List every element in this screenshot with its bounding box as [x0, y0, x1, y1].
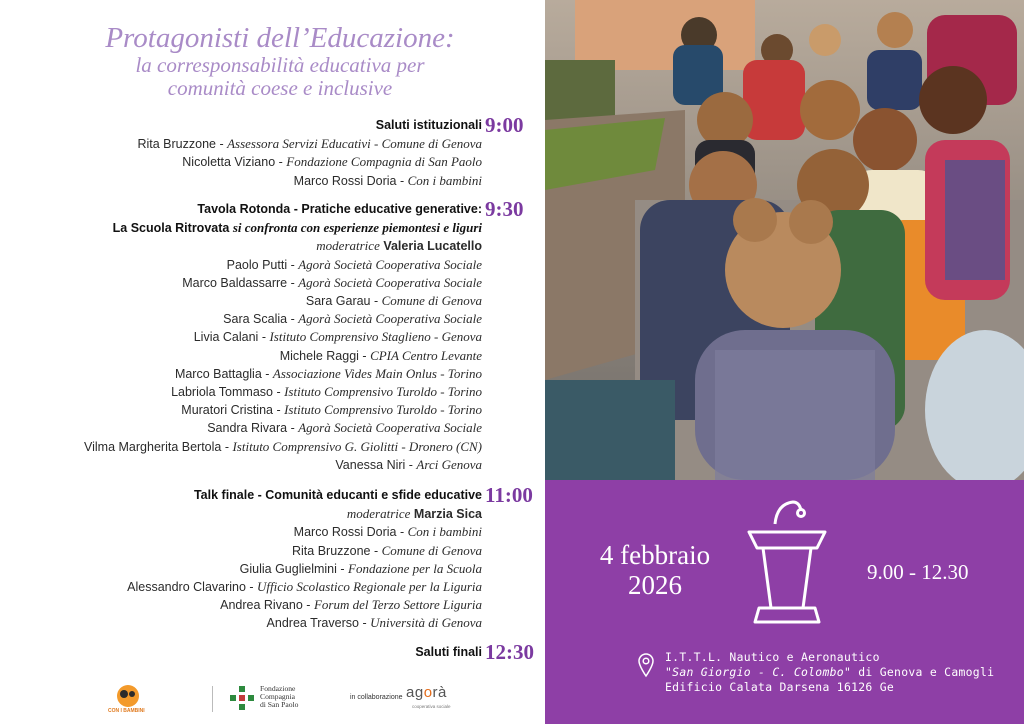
speaker-name: Rita Bruzzone	[137, 137, 216, 152]
speaker-role: Agorà Società Cooperativa Sociale	[298, 420, 482, 436]
session-saluti-istituzionali-time: 9:00	[485, 113, 524, 137]
title-sub-2: comunità coese e inclusive	[167, 76, 393, 100]
speaker-row: Vanessa Niri - Arci Genova	[335, 456, 482, 472]
speaker-name: Marco Battaglia	[174, 366, 262, 381]
address-location: di Genova e Camogli	[851, 665, 995, 679]
speaker-role: Comune di Genova	[381, 293, 482, 308]
event-address	[665, 650, 994, 695]
session-saluti-finali: Saluti finali	[415, 645, 482, 659]
con-i-bambini-logo	[116, 684, 140, 708]
speaker-row: Sara Scalia - Agorà Società Cooperativa Sociale	[223, 311, 482, 327]
moderator-name: Valeria Lucatello	[383, 239, 482, 254]
speaker-role: Istituto Comprensivo Staglieno - Genova	[269, 329, 482, 345]
session-talk-finale: Talk finale - Comunità educanti e sfide educative	[193, 488, 482, 502]
collaboration-label: in collaborazione	[350, 694, 403, 701]
speaker-name: Michele Raggi	[279, 348, 359, 363]
speaker-role: Assessora Servizi Educativi - Comune di Genova	[227, 136, 482, 152]
date-line-1: 4 febbraio	[599, 540, 711, 570]
session-tavola-rotonda-subtitle	[113, 220, 482, 236]
speaker-row: Andrea Traverso - Università di Genova	[266, 615, 482, 631]
session-talk-finale-time: 11:00	[485, 483, 533, 507]
session-saluti-finali-time: 12:30	[485, 640, 534, 664]
agora-logo-a: ag	[406, 684, 424, 701]
fondazione-line-1: Fondazione	[260, 684, 296, 693]
speaker-name: Sandra Rivara	[207, 421, 288, 436]
address-line-2	[665, 665, 994, 680]
agora-logo	[406, 684, 447, 701]
speaker-role: Ufficio Scolastico Regionale per la Liguria	[257, 579, 482, 594]
speaker-row: Andrea Rivano - Forum del Terzo Settore Liguria	[220, 597, 482, 613]
speaker-row: Giulia Guglielmini - Fondazione per la Scuola	[239, 560, 482, 576]
sponsor-logos	[0, 674, 540, 724]
fondazione-line-3: di San Paolo	[260, 700, 299, 709]
speaker-row: Labriola Tommaso - Istituto Comprensivo Turoldo - Torino	[171, 384, 482, 399]
speaker-row: Marco Battaglia - Associazione Vides Main Onlus - Torino	[174, 365, 482, 381]
speaker-name: Rita Bruzzone	[292, 543, 371, 558]
speaker-role: Fondazione per la Scuola	[348, 560, 482, 576]
speaker-name: Andrea Rivano	[220, 598, 303, 613]
moderator-label: moderatrice	[316, 238, 380, 254]
speaker-name: Livia Calani	[193, 330, 259, 345]
speaker-row: Vilma Margherita Bertola - Istituto Comprensivo G. Giolitti - Dronero (CN)	[84, 438, 482, 454]
speaker-row: Livia Calani - Istituto Comprensivo Staglieno - Genova	[193, 329, 482, 345]
speaker-name: Nicoletta Viziano	[182, 155, 276, 170]
agora-subtitle: cooperativa sociale	[412, 704, 451, 709]
session-saluti-istituzionali: Saluti istituzionali	[375, 118, 482, 132]
event-title	[70, 22, 490, 100]
moderator-name: Marzia Sica	[413, 507, 482, 522]
moderator-label: moderatrice	[346, 506, 411, 522]
speaker-role: CPIA Centro Levante	[370, 347, 482, 363]
date-line-2: 2026	[628, 570, 682, 600]
speaker-row: Muratori Cristina - Istituto Comprensivo Turoldo - Torino	[181, 402, 482, 418]
event-date	[581, 540, 729, 600]
event-hours: 9.00 - 12.30	[867, 560, 969, 584]
fondazione-line-2: Compagnia	[260, 692, 296, 701]
speaker-row: Sandra Rivara - Agorà Società Cooperativa Sociale	[207, 420, 482, 436]
speaker-name: Labriola Tommaso	[171, 385, 273, 399]
speaker-role: Istituto Comprensivo G. Giolitti - Dronero (CN)	[232, 438, 482, 454]
speaker-role: Agorà Società Cooperativa Sociale	[298, 311, 482, 327]
address-line-1: I.T.T.L. Nautico e Aeronautico	[665, 650, 880, 664]
speaker-name: Marco Rossi Doria	[293, 173, 397, 188]
speaker-name: Sara Scalia	[223, 312, 288, 327]
speaker-name: Paolo Putti	[226, 257, 288, 272]
speaker-role: Fondazione Compagnia di San Paolo	[286, 154, 482, 170]
speaker-row: Rita Bruzzone - Assessora Servizi Educativi - Comune di Genova	[137, 136, 482, 152]
moderator-row	[347, 506, 482, 522]
speaker-row: Marco Rossi Doria - Con i bambini	[293, 172, 482, 188]
location-pin-icon	[637, 652, 655, 678]
speaker-row: Marco Baldassarre - Agorà Società Cooperativa Sociale	[182, 274, 482, 290]
con-i-bambini-label: CON I BAMBINI	[108, 708, 145, 714]
speaker-role: Agorà Società Cooperativa Sociale	[298, 256, 482, 272]
subtitle-project: La Scuola Ritrovata	[112, 221, 230, 236]
speaker-row: Marco Rossi Doria - Con i bambini	[293, 524, 482, 540]
speaker-row: Rita Bruzzone - Comune di Genova	[292, 542, 482, 558]
address-school-name: "San Giorgio - C. Colombo"	[665, 665, 852, 679]
speaker-row: Nicoletta Viziano - Fondazione Compagnia di San Paolo	[182, 154, 482, 170]
children-photo-illustration	[545, 0, 1024, 480]
speaker-row: Alessandro Clavarino - Ufficio Scolastico Regionale per la Liguria	[127, 579, 482, 594]
session-tavola-rotonda: Tavola Rotonda - Pratiche educative generative:	[197, 202, 482, 216]
speaker-row: Michele Raggi - CPIA Centro Levante	[279, 347, 482, 363]
title-sub-1: la corresponsabilità educativa per	[135, 53, 425, 77]
speaker-name: Sara Garau	[305, 294, 371, 308]
agora-logo-ra: rà	[432, 684, 447, 701]
speaker-role: Comune di Genova	[381, 542, 482, 558]
session-tavola-rotonda-time: 9:30	[485, 197, 524, 221]
speaker-name: Alessandro Clavarino	[127, 580, 246, 594]
speaker-name: Vilma Margherita Bertola	[84, 439, 222, 454]
event-info-panel	[545, 480, 1024, 724]
logo-divider	[212, 686, 213, 712]
speaker-name: Muratori Cristina	[181, 403, 273, 418]
speaker-role: Università di Genova	[370, 615, 482, 631]
speaker-role: Agorà Società Cooperativa Sociale	[298, 274, 482, 290]
speaker-name: Vanessa Niri	[335, 457, 406, 472]
moderator-row	[316, 238, 482, 254]
address-line-3: Edificio Calata Darsena 16126 Ge	[665, 680, 895, 694]
subtitle-description: si confronta con esperienze piemontesi e liguri	[232, 220, 482, 236]
speaker-role: Con i bambini	[407, 524, 482, 540]
fondazione-logo-text	[260, 685, 298, 709]
speaker-row: Paolo Putti - Agorà Società Cooperativa Sociale	[226, 256, 482, 272]
speaker-name: Giulia Guglielmini	[239, 561, 337, 576]
agora-logo-o: o	[423, 684, 433, 701]
speaker-role: Arci Genova	[416, 456, 482, 472]
speaker-name: Andrea Traverso	[266, 616, 359, 631]
speaker-role: Associazione Vides Main Onlus - Torino	[272, 365, 482, 381]
speaker-role: Istituto Comprensivo Turoldo - Torino	[284, 384, 482, 399]
speaker-role: Istituto Comprensivo Turoldo - Torino	[284, 402, 482, 418]
speaker-name: Marco Baldassarre	[182, 275, 288, 290]
podium-icon	[741, 496, 833, 628]
speaker-row: Sara Garau - Comune di Genova	[305, 293, 482, 308]
fondazione-logo-icon	[230, 686, 254, 710]
speaker-role: Con i bambini	[407, 172, 482, 188]
speaker-name: Marco Rossi Doria	[293, 525, 397, 540]
children-photo	[545, 0, 1024, 480]
title-main: Protagonisti dell’Educazione:	[105, 22, 455, 54]
speaker-role: Forum del Terzo Settore Liguria	[313, 597, 482, 613]
